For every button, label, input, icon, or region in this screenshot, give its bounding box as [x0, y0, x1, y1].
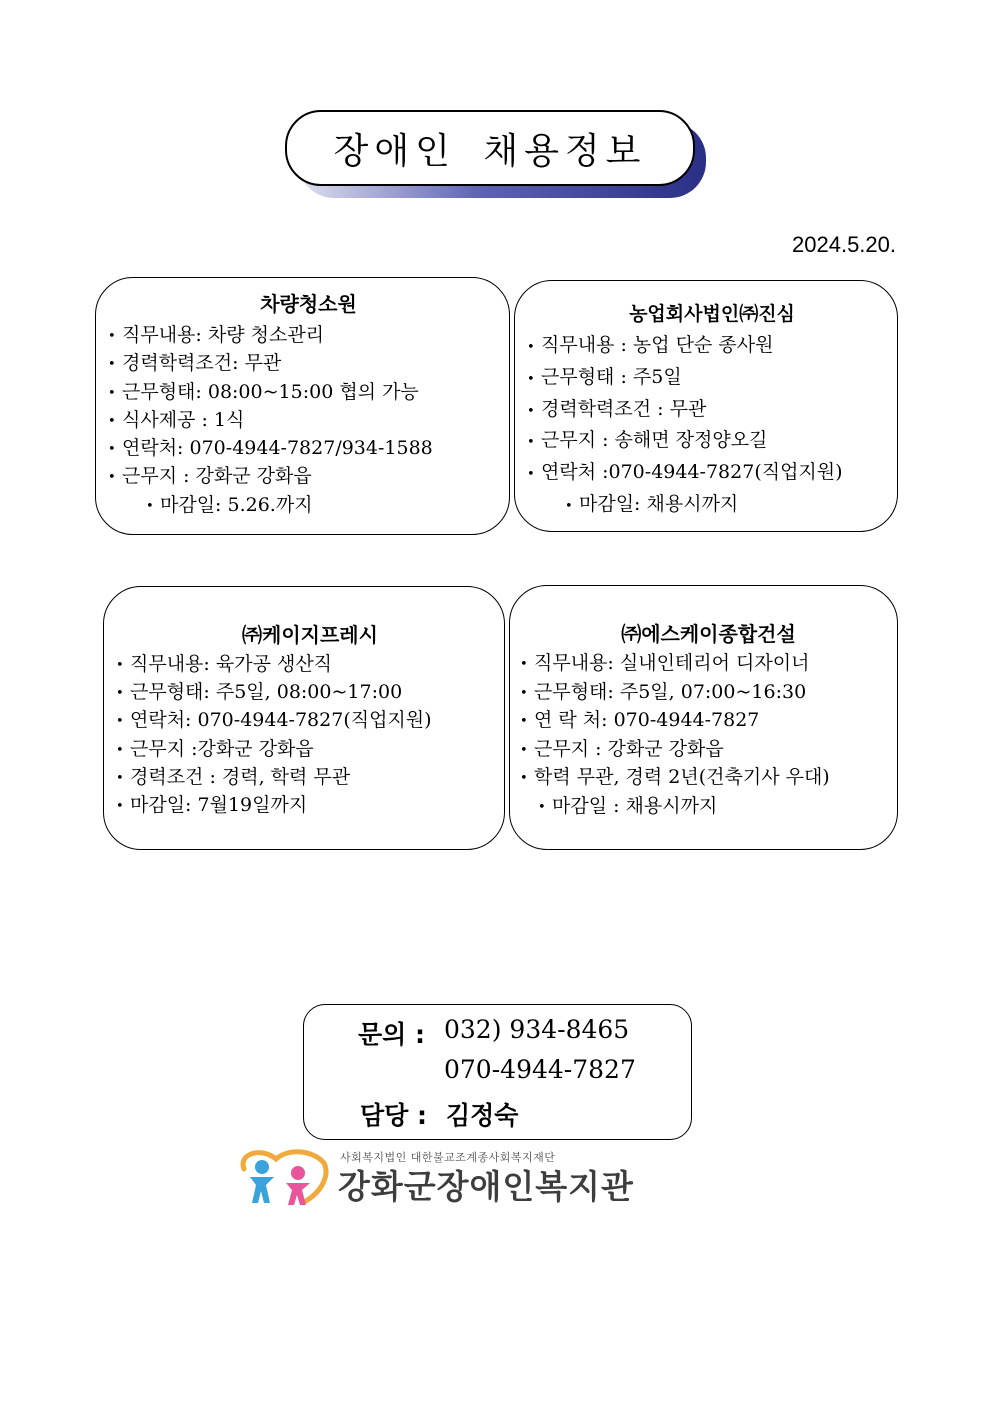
job-card-title: ㈜에스케이종합건설: [621, 622, 796, 646]
page-title: 장애인 채용정보: [333, 130, 647, 172]
job-detail-item: • 근무지 : 강화군 강화읍: [108, 462, 509, 490]
job-card-sk-construction: [509, 585, 898, 850]
job-detail-item: • 연락처: 070-4944-7827(직업지원): [116, 706, 504, 734]
job-deadline-item: • 마감일: 7월19일까지: [116, 791, 504, 819]
job-detail-item: • 근무형태: 08:00~15:00 협의 가능: [108, 378, 509, 406]
job-detail-item: • 근무지 : 송해면 장정양오길: [527, 425, 897, 457]
manager-label: 담당 :: [360, 1101, 428, 1130]
job-detail-item: • 근무형태: 주5일, 08:00~17:00: [116, 678, 504, 706]
job-detail-list: [108, 321, 509, 519]
job-detail-item: • 학력 무관, 경력 2년(건축기사 우대): [520, 763, 897, 792]
job-detail-item: • 근무지 :강화군 강화읍: [116, 735, 504, 763]
inquiry-label: 문의 :: [358, 1020, 426, 1049]
job-detail-item: • 근무지 : 강화군 강화읍: [520, 735, 897, 764]
job-detail-list: [520, 649, 897, 821]
job-detail-item: • 식사제공 : 1식: [108, 406, 509, 434]
manager-name: 김정숙: [446, 1101, 519, 1130]
job-detail-item: • 경력조건 : 경력, 학력 무관: [116, 763, 504, 791]
job-detail-item: • 직무내용: 실내인테리어 디자이너: [520, 649, 897, 678]
job-card-jinsim: [514, 280, 898, 532]
job-detail-item: • 경력학력조건 : 무관: [527, 394, 897, 426]
job-deadline-item: • 마감일: 5.26.까지: [146, 491, 509, 519]
inquiry-phone-2: 070-4944-7827: [444, 1055, 636, 1084]
job-detail-item: • 근무형태: 주5일, 07:00~16:30: [520, 678, 897, 707]
logo-name: 강화군장애인복지관: [338, 1167, 634, 1206]
job-card-title: 차량청소원: [260, 292, 357, 316]
job-detail-item: • 직무내용: 육가공 생산직: [116, 650, 504, 678]
job-detail-item: • 연락처 :070-4944-7827(직업지원): [527, 457, 897, 489]
job-card-car-cleaner: [95, 277, 510, 535]
contact-box: [303, 1004, 692, 1140]
logo-subtitle: 사회복지법인 대한불교조계종사회복지재단: [340, 1151, 556, 1164]
job-detail-item: • 연락처: 070-4944-7827/934-1588: [108, 434, 509, 462]
job-detail-list: [116, 650, 504, 819]
job-card-kgfresh: [103, 586, 505, 850]
title-box: [285, 110, 695, 186]
inquiry-phone-1: 032) 934-8465: [444, 1015, 630, 1044]
job-detail-item: • 직무내용: 차량 청소관리: [108, 321, 509, 349]
document-date: 2024.5.20.: [792, 232, 896, 257]
job-detail-item: • 경력학력조건: 무관: [108, 349, 509, 377]
job-detail-item: • 연 락 처: 070-4944-7827: [520, 706, 897, 735]
job-deadline-item: • 마감일: 채용시까지: [565, 489, 897, 521]
job-deadline-item: • 마감일 : 채용시까지: [538, 792, 897, 821]
job-detail-item: • 직무내용 : 농업 단순 종사원: [527, 330, 897, 362]
two-children-heart-icon: [236, 1147, 332, 1207]
job-card-title: ㈜케이지프레시: [242, 623, 378, 647]
job-detail-item: • 근무형태 : 주5일: [527, 362, 897, 394]
job-detail-list: [527, 330, 897, 521]
job-card-title: 농업회사법인㈜진심: [629, 303, 795, 325]
